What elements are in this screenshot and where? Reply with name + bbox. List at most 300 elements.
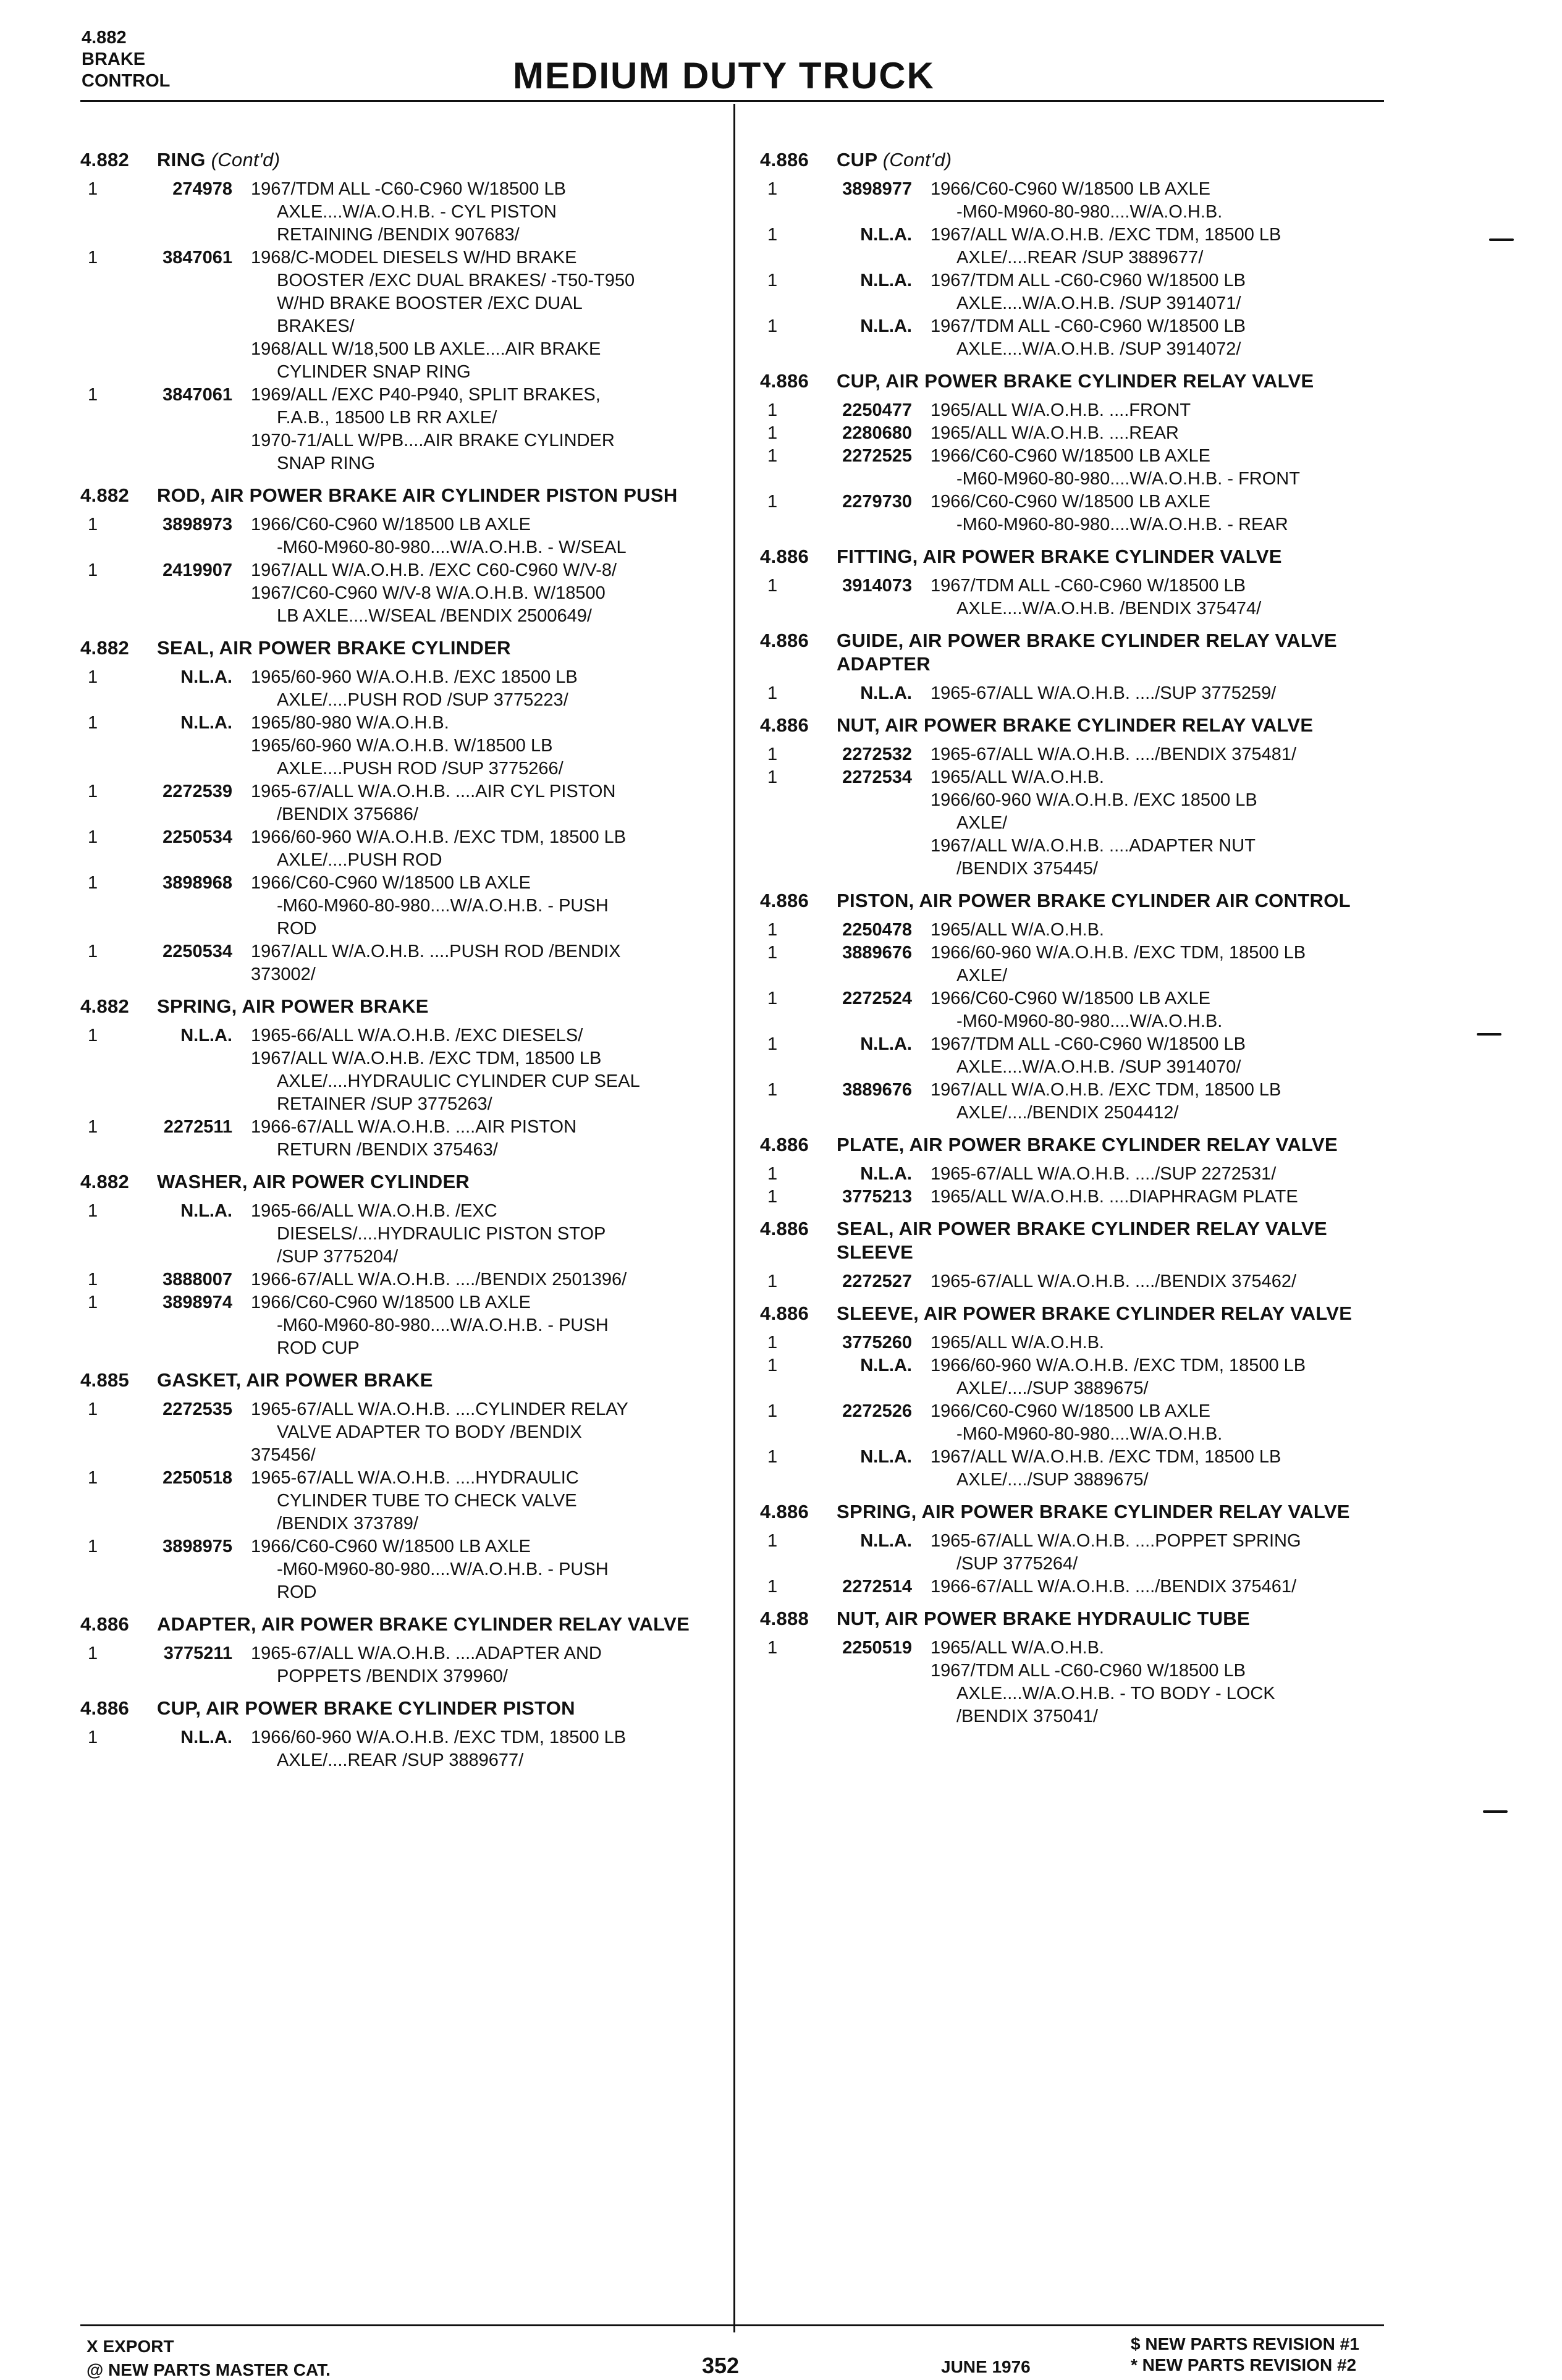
- part-quantity: 1: [88, 1026, 98, 1045]
- description-line: -M60-M960-80-980....W/A.O.H.B.: [956, 1424, 1223, 1444]
- section-title-wrap: [157, 995, 723, 1018]
- section-heading: [760, 889, 1403, 913]
- section-title: RING: [157, 149, 206, 171]
- section-number: 4.886: [760, 370, 809, 392]
- part-number: N.L.A.: [860, 1531, 912, 1551]
- part-quantity: 1: [767, 1272, 778, 1291]
- part-description: [931, 269, 1403, 315]
- part-description: [251, 940, 723, 986]
- part-entry: [760, 1331, 1403, 1354]
- description-line: ROD: [277, 919, 317, 939]
- parts-section: [80, 1613, 723, 1688]
- part-entry: [760, 1163, 1403, 1186]
- section-heading: [80, 1697, 723, 1720]
- part-number: 3898975: [163, 1537, 232, 1556]
- section-title: PLATE, AIR POWER BRAKE CYLINDER RELAY VALVE: [837, 1134, 1338, 1155]
- description-line: -M60-M960-80-980....W/A.O.H.B. - FRONT: [956, 469, 1300, 489]
- description-line: /BENDIX 375041/: [956, 1707, 1098, 1726]
- part-description: [931, 1400, 1403, 1446]
- part-quantity: 1: [88, 1293, 98, 1312]
- description-line: 1965/ALL W/A.O.H.B.: [931, 767, 1104, 787]
- section-number: 4.886: [760, 1218, 809, 1239]
- description-line: AXLE....W/A.O.H.B. /SUP 3914072/: [956, 339, 1241, 359]
- part-description: [931, 1033, 1403, 1079]
- part-description: [931, 399, 1403, 422]
- section-number: 4.882: [80, 484, 130, 506]
- section-title-wrap: [157, 484, 723, 507]
- part-number: 2250519: [842, 1638, 912, 1658]
- description-line: 1967/C60-C960 W/V-8 W/A.O.H.B. W/18500: [251, 583, 606, 603]
- part-number: N.L.A.: [180, 1728, 232, 1747]
- part-number: 2250534: [163, 827, 232, 847]
- description-line: 1965/60-960 W/A.O.H.B. W/18500 LB: [251, 736, 553, 756]
- part-entry: [760, 1530, 1403, 1576]
- section-title: GASKET, AIR POWER BRAKE: [157, 1369, 433, 1391]
- section-title-wrap: [837, 629, 1403, 676]
- part-entry: [80, 712, 723, 780]
- part-number: 2272525: [842, 446, 912, 466]
- part-description: [251, 712, 723, 780]
- part-number: 2272534: [842, 767, 912, 787]
- description-line: AXLE/....REAR /SUP 3889677/: [277, 1750, 524, 1770]
- description-line: -M60-M960-80-980....W/A.O.H.B. - W/SEAL: [277, 538, 627, 557]
- part-description: [251, 384, 723, 475]
- part-entry: [80, 666, 723, 712]
- section-title: CUP, AIR POWER BRAKE CYLINDER PISTON: [157, 1697, 575, 1719]
- description-line: 1967/TDM ALL -C60-C960 W/18500 LB: [931, 1034, 1246, 1054]
- part-entry: [760, 422, 1403, 445]
- description-line: AXLE....W/A.O.H.B. /SUP 3914070/: [956, 1057, 1241, 1077]
- part-number: 3914073: [842, 576, 912, 596]
- description-line: RETAINER /SUP 3775263/: [277, 1094, 492, 1114]
- part-number: 2279730: [842, 492, 912, 512]
- part-quantity: 1: [767, 423, 778, 443]
- description-line: 1966/C60-C960 W/18500 LB AXLE: [931, 492, 1211, 512]
- section-title: GUIDE, AIR POWER BRAKE CYLINDER RELAY VALVE ADAPTER: [837, 630, 1337, 675]
- description-line: 1966/60-960 W/A.O.H.B. /EXC TDM, 18500 LB: [931, 943, 1306, 963]
- description-line: 1967/ALL W/A.O.H.B. /EXC TDM, 18500 LB: [931, 1447, 1281, 1467]
- part-quantity: 1: [767, 576, 778, 596]
- part-number: 3847061: [163, 385, 232, 405]
- section-number: 4.886: [760, 546, 809, 567]
- part-entry: [760, 178, 1403, 224]
- section-number: 4.886: [760, 1134, 809, 1155]
- part-description: [251, 872, 723, 940]
- part-number: 2272526: [842, 1401, 912, 1421]
- part-entry: [80, 940, 723, 986]
- section-number: 4.886: [80, 1613, 130, 1635]
- section-title: PISTON, AIR POWER BRAKE CYLINDER AIR CONTROL: [837, 890, 1351, 911]
- part-number: 3775211: [163, 1644, 232, 1663]
- group-name-line1: BRAKE: [82, 49, 146, 69]
- description-line: 1967/ALL W/A.O.H.B. ....PUSH ROD /BENDIX: [251, 942, 621, 961]
- section-number: 4.888: [760, 1608, 809, 1629]
- description-line: 1967/TDM ALL -C60-C960 W/18500 LB: [931, 1661, 1246, 1681]
- parts-section: [80, 636, 723, 986]
- part-description: [931, 1576, 1403, 1598]
- description-line: 1967/ALL W/A.O.H.B. ....ADAPTER NUT: [931, 836, 1256, 856]
- section-number: 4.882: [80, 149, 130, 171]
- section-title: ROD, AIR POWER BRAKE AIR CYLINDER PISTON PUSH: [157, 484, 678, 506]
- part-quantity: 1: [767, 1333, 778, 1352]
- description-line: 1966/60-960 W/A.O.H.B. /EXC TDM, 18500 LB: [931, 1356, 1306, 1375]
- part-number: 2272527: [842, 1272, 912, 1291]
- part-description: [931, 575, 1403, 620]
- part-number: 274978: [172, 179, 232, 199]
- section-number: 4.886: [760, 149, 809, 171]
- parts-section: [80, 1697, 723, 1772]
- part-number: N.L.A.: [180, 667, 232, 687]
- part-entry: [80, 1726, 723, 1772]
- footer-export-note: X EXPORT: [87, 2337, 174, 2356]
- section-title-wrap: [837, 1133, 1403, 1157]
- part-entry: [80, 247, 723, 384]
- part-description: [251, 178, 723, 247]
- section-title: NUT, AIR POWER BRAKE CYLINDER RELAY VALVE: [837, 714, 1314, 736]
- section-heading: [80, 1369, 723, 1392]
- description-line: 1965-67/ALL W/A.O.H.B. ....HYDRAULIC: [251, 1468, 579, 1488]
- part-entry: [760, 1446, 1403, 1492]
- description-line: 1965/ALL W/A.O.H.B.: [931, 1638, 1104, 1658]
- part-number: 2280680: [842, 423, 912, 443]
- page-header-group: [82, 27, 170, 92]
- description-line: LB AXLE....W/SEAL /BENDIX 2500649/: [277, 606, 592, 626]
- part-quantity: 1: [767, 446, 778, 466]
- section-title-wrap: [157, 636, 723, 660]
- section-title-wrap: [837, 714, 1403, 737]
- section-title: SPRING, AIR POWER BRAKE CYLINDER RELAY VALVE: [837, 1501, 1350, 1522]
- part-entry: [80, 1024, 723, 1116]
- section-title: WASHER, AIR POWER CYLINDER: [157, 1171, 470, 1192]
- part-number: 3898968: [163, 873, 232, 893]
- part-description: [931, 178, 1403, 224]
- part-quantity: 1: [767, 1187, 778, 1207]
- description-line: 1965-66/ALL W/A.O.H.B. /EXC DIESELS/: [251, 1026, 583, 1045]
- section-heading: [760, 148, 1403, 172]
- part-quantity: 1: [88, 827, 98, 847]
- part-description: [931, 766, 1403, 880]
- description-line: 1968/ALL W/18,500 LB AXLE....AIR BRAKE: [251, 339, 601, 359]
- part-quantity: 1: [88, 1728, 98, 1747]
- part-number: 3888007: [163, 1270, 232, 1289]
- part-entry: [80, 826, 723, 872]
- part-quantity: 1: [767, 225, 778, 245]
- part-entry: [760, 1637, 1403, 1728]
- description-line: 1966/C60-C960 W/18500 LB AXLE: [251, 873, 531, 893]
- group-name-line2: CONTROL: [82, 71, 171, 91]
- part-quantity: 1: [767, 1401, 778, 1421]
- description-line: 1967/ALL W/A.O.H.B. /EXC C60-C960 W/V-8/: [251, 560, 617, 580]
- part-entry: [760, 445, 1403, 491]
- part-number: 3889676: [842, 1080, 912, 1100]
- part-entry: [80, 559, 723, 628]
- part-description: [931, 1163, 1403, 1186]
- parts-section: [760, 889, 1403, 1125]
- part-entry: [80, 178, 723, 247]
- part-number: N.L.A.: [180, 1201, 232, 1221]
- parts-section: [760, 1500, 1403, 1598]
- section-title-wrap: [837, 148, 1403, 172]
- part-description: [931, 1530, 1403, 1576]
- part-quantity: 1: [88, 1117, 98, 1137]
- part-entry: [760, 491, 1403, 536]
- part-number: 3847061: [163, 248, 232, 268]
- description-line: 1970-71/ALL W/PB....AIR BRAKE CYLINDER: [251, 431, 615, 450]
- part-description: [931, 1186, 1403, 1209]
- parts-section: [80, 995, 723, 1162]
- part-entry: [80, 513, 723, 559]
- parts-section: [760, 148, 1403, 361]
- part-entry: [760, 766, 1403, 880]
- description-line: RETAINING /BENDIX 907683/: [277, 225, 520, 245]
- part-entry: [760, 1576, 1403, 1598]
- section-heading: [760, 1217, 1403, 1264]
- right-column: [760, 148, 1403, 1737]
- continued-label: (Cont'd): [882, 149, 952, 171]
- description-line: 1965/ALL W/A.O.H.B. ....REAR: [931, 423, 1179, 443]
- part-quantity: 1: [88, 1468, 98, 1488]
- description-line: CYLINDER SNAP RING: [277, 362, 471, 382]
- part-number: N.L.A.: [180, 713, 232, 733]
- description-line: 1965-67/ALL W/A.O.H.B. ....ADAPTER AND: [251, 1644, 602, 1663]
- section-heading: [760, 1500, 1403, 1524]
- part-description: [931, 445, 1403, 491]
- description-line: DIESELS/....HYDRAULIC PISTON STOP: [277, 1224, 606, 1244]
- margin-mark: [1483, 1810, 1508, 1813]
- description-line: -M60-M960-80-980....W/A.O.H.B.: [956, 202, 1223, 222]
- description-line: /SUP 3775264/: [956, 1554, 1078, 1574]
- description-line: AXLE/: [956, 966, 1008, 985]
- description-line: AXLE....W/A.O.H.B. /SUP 3914071/: [956, 293, 1241, 313]
- description-line: -M60-M960-80-980....W/A.O.H.B. - PUSH: [277, 896, 609, 916]
- description-line: 373002/: [251, 964, 316, 984]
- part-quantity: 1: [88, 1399, 98, 1419]
- section-title-wrap: [837, 545, 1403, 568]
- part-description: [931, 743, 1403, 766]
- section-heading: [760, 1133, 1403, 1157]
- description-line: 1967/TDM ALL -C60-C960 W/18500 LB: [931, 576, 1246, 596]
- section-title: SEAL, AIR POWER BRAKE CYLINDER RELAY VALVE SLEEVE: [837, 1218, 1328, 1263]
- part-quantity: 1: [88, 1537, 98, 1556]
- description-line: 1965-67/ALL W/A.O.H.B. ..../SUP 2272531/: [931, 1164, 1277, 1184]
- part-description: [931, 1079, 1403, 1125]
- part-entry: [80, 1642, 723, 1688]
- part-quantity: 1: [767, 1356, 778, 1375]
- part-quantity: 1: [767, 1080, 778, 1100]
- part-quantity: 1: [88, 942, 98, 961]
- footer-revision-1: $ NEW PARTS REVISION #1: [1131, 2334, 1359, 2353]
- section-title: NUT, AIR POWER BRAKE HYDRAULIC TUBE: [837, 1608, 1250, 1629]
- description-line: 1966/C60-C960 W/18500 LB AXLE: [931, 1401, 1211, 1421]
- section-heading: [760, 629, 1403, 676]
- section-title-wrap: [837, 1500, 1403, 1524]
- part-number: 3775213: [842, 1187, 912, 1207]
- section-heading: [760, 714, 1403, 737]
- part-quantity: 1: [767, 943, 778, 963]
- description-line: 1965-67/ALL W/A.O.H.B. ..../BENDIX 375481/: [931, 745, 1297, 764]
- part-entry: [760, 575, 1403, 620]
- footer-divider: [80, 2324, 1384, 2326]
- section-heading: [760, 369, 1403, 393]
- part-description: [931, 942, 1403, 987]
- part-quantity: 1: [88, 782, 98, 801]
- part-quantity: 1: [767, 1447, 778, 1467]
- description-line: SNAP RING: [277, 454, 376, 473]
- description-line: 375456/: [251, 1445, 316, 1465]
- section-number: 4.885: [80, 1369, 130, 1391]
- part-number: 2272514: [842, 1577, 912, 1597]
- part-quantity: 1: [767, 271, 778, 290]
- description-line: 1966/C60-C960 W/18500 LB AXLE: [931, 179, 1211, 199]
- part-quantity: 1: [88, 248, 98, 268]
- part-number: 3775260: [842, 1333, 912, 1352]
- margin-mark: [1477, 1033, 1501, 1036]
- part-description: [931, 987, 1403, 1033]
- description-line: BOOSTER /EXC DUAL BRAKES/ -T50-T950: [277, 271, 635, 290]
- part-number: 2250477: [842, 400, 912, 420]
- part-quantity: 1: [767, 1638, 778, 1658]
- part-entry: [80, 1291, 723, 1360]
- description-line: 1965/60-960 W/A.O.H.B. /EXC 18500 LB: [251, 667, 578, 687]
- part-quantity: 1: [767, 1034, 778, 1054]
- section-title: FITTING, AIR POWER BRAKE CYLINDER VALVE: [837, 546, 1282, 567]
- parts-section: [80, 1369, 723, 1604]
- parts-section: [80, 484, 723, 628]
- part-entry: [760, 987, 1403, 1033]
- part-number: N.L.A.: [860, 316, 912, 336]
- section-title-wrap: [157, 1369, 723, 1392]
- description-line: 1967/ALL W/A.O.H.B. /EXC TDM, 18500 LB: [931, 225, 1281, 245]
- description-line: 1966/60-960 W/A.O.H.B. /EXC 18500 LB: [931, 790, 1257, 810]
- section-number: 4.886: [760, 714, 809, 736]
- description-line: AXLE/....PUSH ROD: [277, 850, 442, 870]
- part-description: [251, 1116, 723, 1162]
- description-line: -M60-M960-80-980....W/A.O.H.B. - REAR: [956, 515, 1288, 534]
- part-quantity: 1: [88, 713, 98, 733]
- part-quantity: 1: [767, 767, 778, 787]
- section-number: 4.886: [760, 1501, 809, 1522]
- part-number: N.L.A.: [860, 1034, 912, 1054]
- part-quantity: 1: [767, 316, 778, 336]
- part-description: [251, 1200, 723, 1268]
- part-entry: [80, 1398, 723, 1467]
- part-quantity: 1: [88, 515, 98, 534]
- description-line: AXLE/..../BENDIX 2504412/: [956, 1103, 1179, 1123]
- description-line: AXLE/..../SUP 3889675/: [956, 1470, 1149, 1490]
- description-line: -M60-M960-80-980....W/A.O.H.B. - PUSH: [277, 1315, 609, 1335]
- part-quantity: 1: [88, 1644, 98, 1663]
- description-line: 1968/C-MODEL DIESELS W/HD BRAKE: [251, 248, 577, 268]
- description-line: 1965-67/ALL W/A.O.H.B. ..../BENDIX 375462/: [931, 1272, 1297, 1291]
- part-description: [251, 780, 723, 826]
- part-description: [931, 919, 1403, 942]
- part-entry: [760, 399, 1403, 422]
- description-line: AXLE/..../SUP 3889675/: [956, 1378, 1149, 1398]
- description-line: 1966-67/ALL W/A.O.H.B. ..../BENDIX 2501396/: [251, 1270, 627, 1289]
- part-number: 3889676: [842, 943, 912, 963]
- section-title-wrap: [837, 1217, 1403, 1264]
- parts-section: [760, 1607, 1403, 1728]
- description-line: 1965-67/ALL W/A.O.H.B. ....AIR CYL PISTON: [251, 782, 616, 801]
- description-line: 1969/ALL /EXC P40-P940, SPLIT BRAKES,: [251, 385, 601, 405]
- description-line: AXLE....W/A.O.H.B. /BENDIX 375474/: [956, 599, 1262, 618]
- description-line: W/HD BRAKE BOOSTER /EXC DUAL: [277, 293, 583, 313]
- description-line: 1966-67/ALL W/A.O.H.B. ....AIR PISTON: [251, 1117, 577, 1137]
- part-entry: [80, 1200, 723, 1268]
- part-quantity: 1: [88, 1201, 98, 1221]
- part-entry: [760, 1400, 1403, 1446]
- description-line: ROD: [277, 1582, 317, 1602]
- description-line: AXLE....W/A.O.H.B. - TO BODY - LOCK: [956, 1684, 1275, 1703]
- part-description: [931, 1446, 1403, 1492]
- section-number: 4.882: [80, 995, 130, 1017]
- description-line: /SUP 3775204/: [277, 1247, 399, 1267]
- part-description: [251, 247, 723, 384]
- parts-section: [760, 1217, 1403, 1293]
- section-heading: [80, 1170, 723, 1194]
- section-title-wrap: [157, 148, 723, 172]
- part-quantity: 1: [767, 400, 778, 420]
- part-entry: [80, 872, 723, 940]
- part-number: N.L.A.: [860, 1447, 912, 1467]
- column-divider: [733, 104, 735, 2332]
- section-title: SPRING, AIR POWER BRAKE: [157, 995, 429, 1017]
- part-entry: [760, 1354, 1403, 1400]
- description-line: 1965/ALL W/A.O.H.B. ....DIAPHRAGM PLATE: [931, 1187, 1298, 1207]
- part-quantity: 1: [767, 492, 778, 512]
- section-title-wrap: [157, 1613, 723, 1636]
- part-entry: [760, 1186, 1403, 1209]
- part-quantity: 1: [88, 873, 98, 893]
- description-line: AXLE/: [956, 813, 1008, 833]
- description-line: 1965/80-980 W/A.O.H.B.: [251, 713, 449, 733]
- part-entry: [80, 1535, 723, 1604]
- section-title-wrap: [837, 369, 1403, 393]
- description-line: -M60-M960-80-980....W/A.O.H.B. - PUSH: [277, 1559, 609, 1579]
- description-line: -M60-M960-80-980....W/A.O.H.B.: [956, 1011, 1223, 1031]
- description-line: AXLE/....HYDRAULIC CYLINDER CUP SEAL: [277, 1071, 640, 1091]
- description-line: /BENDIX 375445/: [956, 859, 1098, 879]
- description-line: 1966/C60-C960 W/18500 LB AXLE: [251, 1293, 531, 1312]
- part-description: [251, 1642, 723, 1688]
- part-description: [251, 1268, 723, 1291]
- part-entry: [760, 1079, 1403, 1125]
- part-number: 2272539: [163, 782, 232, 801]
- part-entry: [760, 269, 1403, 315]
- part-description: [251, 559, 723, 628]
- part-entry: [80, 780, 723, 826]
- section-heading: [80, 995, 723, 1018]
- part-quantity: 1: [767, 1531, 778, 1551]
- part-quantity: 1: [767, 683, 778, 703]
- description-line: AXLE/....REAR /SUP 3889677/: [956, 248, 1204, 268]
- parts-section: [760, 1302, 1403, 1492]
- part-description: [931, 1637, 1403, 1728]
- section-heading: [80, 148, 723, 172]
- part-entry: [760, 1270, 1403, 1293]
- description-line: AXLE....PUSH ROD /SUP 3775266/: [277, 759, 564, 779]
- part-number: 2272535: [163, 1399, 232, 1419]
- part-number: 2272511: [163, 1117, 232, 1137]
- description-line: CYLINDER TUBE TO CHECK VALVE: [277, 1491, 577, 1511]
- description-line: 1966/C60-C960 W/18500 LB AXLE: [931, 446, 1211, 466]
- section-title-wrap: [157, 1170, 723, 1194]
- description-line: ROD CUP: [277, 1338, 360, 1358]
- part-description: [931, 682, 1403, 705]
- description-line: 1966/60-960 W/A.O.H.B. /EXC TDM, 18500 LB: [251, 1728, 627, 1747]
- section-code: 4.882: [82, 28, 127, 48]
- part-entry: [760, 743, 1403, 766]
